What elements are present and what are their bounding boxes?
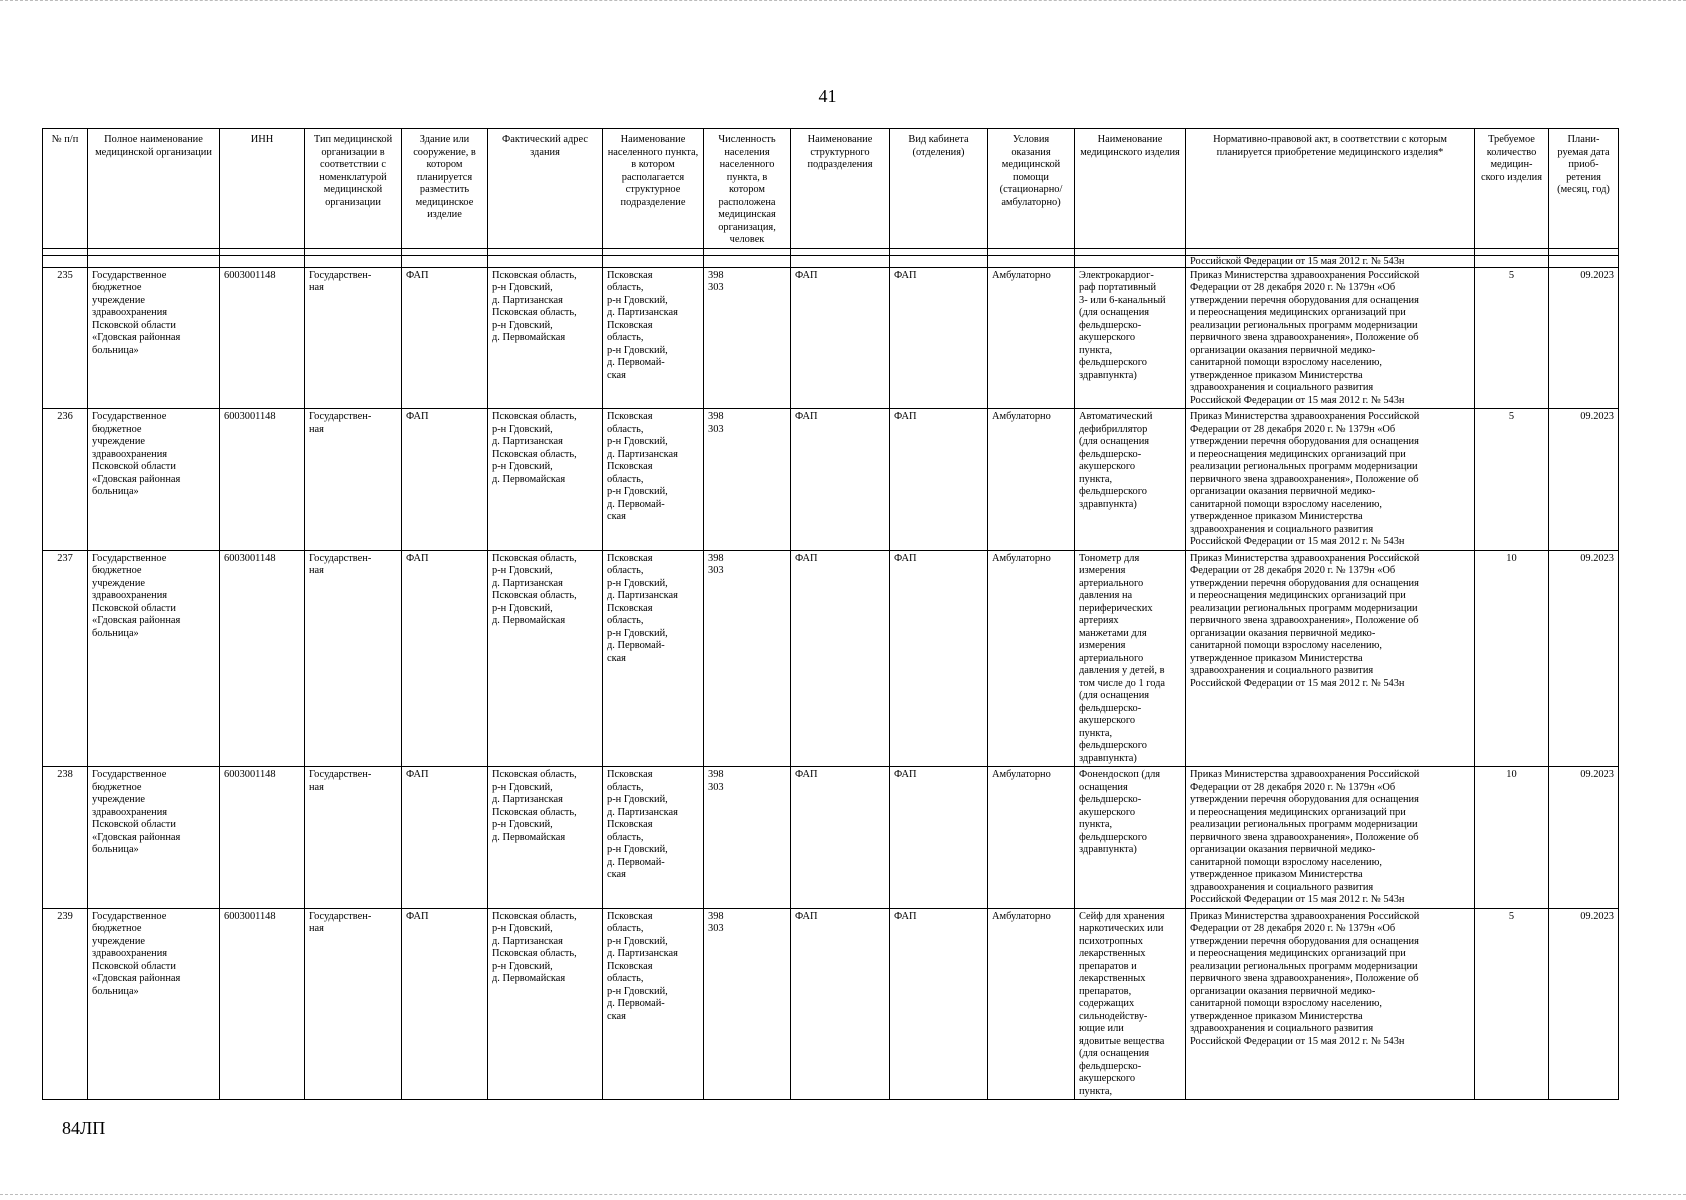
cell-act: Приказ Министерства здравоохранения Российской Федерации от 28 декабря 2020 г. № 1379н «Об утверждении перечня оборудования для оснащения и переоснащения медицинских организаций при реализации региональных программ модернизации первичного звена здравоохранения», Положение об организации оказания первичной медико- санитарной помощи взрослому населению, утвержденное приказом Министерства здравоохранения и социального развития Российской Федерации от 15 мая 2012 г. № 543н	[1186, 908, 1475, 1100]
cell-inn: 6003001148	[220, 908, 305, 1100]
cell-act: Приказ Министерства здравоохранения Российской Федерации от 28 декабря 2020 г. № 1379н «Об утверждении перечня оборудования для оснащения и переоснащения медицинских организаций при реализации региональных программ модернизации первичного звена здравоохранения», Положение об организации оказания первичной медико- санитарной помощи взрослому населению, утвержденное приказом Министерства здравоохранения и социального развития Российской Федерации от 15 мая 2012 г. № 543н	[1186, 767, 1475, 909]
table-spacer-row	[43, 248, 1619, 255]
scan-edge-top	[0, 0, 1686, 5]
table-row	[43, 550, 1619, 767]
cell-qty: 5	[1475, 267, 1549, 409]
cell-date: 09.2023	[1549, 908, 1619, 1100]
cell-settlement: Псковская область, р-н Гдовский, д. Партизанская Псковская область, р-н Гдовский, д. Первомай- ская	[603, 267, 704, 409]
cell-unit: ФАП	[791, 908, 890, 1100]
col-header-conditions: Условия оказания медицинской помощи (стационарно/ амбулаторно)	[988, 129, 1075, 249]
cell-org: Государственное бюджетное учреждение здравоохранения Псковской области «Гдовская районная больница»	[88, 550, 220, 767]
cell-settlement: Псковская область, р-н Гдовский, д. Партизанская Псковская область, р-н Гдовский, д. Первомай- ская	[603, 550, 704, 767]
cell-address: Псковская область, р-н Гдовский, д. Партизанская Псковская область, р-н Гдовский, д. Первомайская	[488, 908, 603, 1100]
cell-conditions: Амбулаторно	[988, 908, 1075, 1100]
col-header-building: Здание или сооружение, в котором планируется разместить медицинское изделие	[402, 129, 488, 249]
col-header-org: Полное наименование медицинской организации	[88, 129, 220, 249]
col-header-address: Фактический адрес здания	[488, 129, 603, 249]
page-number: 41	[818, 86, 837, 106]
col-header-qty: Требуемое количество медицин- ского изделия	[1475, 129, 1549, 249]
cell-population: 398 303	[704, 409, 791, 551]
cell-inn: 6003001148	[220, 550, 305, 767]
cell-act: Приказ Министерства здравоохранения Российской Федерации от 28 декабря 2020 г. № 1379н «Об утверждении перечня оборудования для оснащения и переоснащения медицинских организаций при реализации региональных программ модернизации первичного звена здравоохранения», Положение об организации оказания первичной медико- санитарной помощи взрослому населению, утвержденное приказом Министерства здравоохранения и социального развития Российской Федерации от 15 мая 2012 г. № 543н	[1186, 409, 1475, 551]
cell-type: Государствен- ная	[305, 267, 402, 409]
cell-act: Приказ Министерства здравоохранения Российской Федерации от 28 декабря 2020 г. № 1379н «Об утверждении перечня оборудования для оснащения и переоснащения медицинских организаций при реализации региональных программ модернизации первичного звена здравоохранения», Положение об организации оказания первичной медико- санитарной помощи взрослому населению, утвержденное приказом Министерства здравоохранения и социального развития Российской Федерации от 15 мая 2012 г. № 543н	[1186, 550, 1475, 767]
cell-qty: 10	[1475, 767, 1549, 909]
cell-no: 239	[43, 908, 88, 1100]
table-row	[43, 767, 1619, 909]
cell-no: 237	[43, 550, 88, 767]
cell-address: Псковская область, р-н Гдовский, д. Партизанская Псковская область, р-н Гдовский, д. Первомайская	[488, 409, 603, 551]
col-header-population: Численность населения населенного пункта, в котором расположена медицинская организация, человек	[704, 129, 791, 249]
cell-date: 09.2023	[1549, 550, 1619, 767]
scan-edge-bottom	[0, 1194, 1686, 1198]
cell-building: ФАП	[402, 908, 488, 1100]
table-row	[43, 267, 1619, 409]
cell-building: ФАП	[402, 550, 488, 767]
cell-inn: 6003001148	[220, 409, 305, 551]
cell-type: Государствен- ная	[305, 908, 402, 1100]
cell-address: Псковская область, р-н Гдовский, д. Партизанская Псковская область, р-н Гдовский, д. Первомайская	[488, 767, 603, 909]
cell-cabinet: ФАП	[890, 550, 988, 767]
cell-date: 09.2023	[1549, 267, 1619, 409]
col-header-unit: Наименование структурного подразделения	[791, 129, 890, 249]
cell-settlement: Псковская область, р-н Гдовский, д. Партизанская Псковская область, р-н Гдовский, д. Первомай- ская	[603, 908, 704, 1100]
table-continuation-row	[43, 255, 1619, 267]
col-header-cabinet: Вид кабинета (отделения)	[890, 129, 988, 249]
col-header-settlement: Наименование населенного пункта, в котором располагается структурное подразделение	[603, 129, 704, 249]
cell-unit: ФАП	[791, 409, 890, 551]
cell-type: Государствен- ная	[305, 767, 402, 909]
cell-unit: ФАП	[791, 267, 890, 409]
footer-code: 84ЛП	[62, 1118, 106, 1138]
col-header-date: Плани- руемая дата приоб- ретения (месяц, год)	[1549, 129, 1619, 249]
cell-device: Фонендоскоп (для оснащения фельдшерско- акушерского пункта, фельдшерского здравпункта)	[1075, 767, 1186, 909]
cell-device: Тонометр для измерения артериального давления на периферических артериях манжетами для измерения артериального давления у детей, в том числе до 1 года (для оснащения фельдшерско- акушерского пункта, фельдшерского здравпункта)	[1075, 550, 1186, 767]
cell-population: 398 303	[704, 908, 791, 1100]
table-row	[43, 908, 1619, 1100]
col-header-no: № п/п	[43, 129, 88, 249]
cell-building: ФАП	[402, 409, 488, 551]
col-header-type: Тип медицинской организации в соответствии с номенклатурой медицинской организации	[305, 129, 402, 249]
cell-qty: 10	[1475, 550, 1549, 767]
cell-cabinet: ФАП	[890, 267, 988, 409]
cell-address: Псковская область, р-н Гдовский, д. Партизанская Псковская область, р-н Гдовский, д. Первомайская	[488, 267, 603, 409]
cell-address: Псковская область, р-н Гдовский, д. Партизанская Псковская область, р-н Гдовский, д. Первомайская	[488, 550, 603, 767]
cell-no: 235	[43, 267, 88, 409]
cell-type: Государствен- ная	[305, 550, 402, 767]
cell-org: Государственное бюджетное учреждение здравоохранения Псковской области «Гдовская районная больница»	[88, 267, 220, 409]
cell-inn: 6003001148	[220, 767, 305, 909]
col-header-device: Наименование медицинского изделия	[1075, 129, 1186, 249]
cell-inn: 6003001148	[220, 267, 305, 409]
cell-no: 238	[43, 767, 88, 909]
table-row	[43, 409, 1619, 551]
cell-device: Электрокардиог- раф портативный 3- или 6-канальный (для оснащения фельдшерско- акушерского пункта, фельдшерского здравпункта)	[1075, 267, 1186, 409]
equipment-table	[42, 128, 1619, 1100]
cell-population: 398 303	[704, 550, 791, 767]
cell-act: Приказ Министерства здравоохранения Российской Федерации от 28 декабря 2020 г. № 1379н «Об утверждении перечня оборудования для оснащения и переоснащения медицинских организаций при реализации региональных программ модернизации первичного звена здравоохранения», Положение об организации оказания первичной медико- санитарной помощи взрослому населению, утвержденное приказом Министерства здравоохранения и социального развития Российской Федерации от 15 мая 2012 г. № 543н	[1186, 267, 1475, 409]
cell-conditions: Амбулаторно	[988, 409, 1075, 551]
continuation-text: Российской Федерации от 15 мая 2012 г. № 543н	[1186, 255, 1475, 267]
cell-cabinet: ФАП	[890, 908, 988, 1100]
cell-no: 236	[43, 409, 88, 551]
cell-org: Государственное бюджетное учреждение здравоохранения Псковской области «Гдовская районная больница»	[88, 409, 220, 551]
cell-cabinet: ФАП	[890, 767, 988, 909]
col-header-inn: ИНН	[220, 129, 305, 249]
cell-cabinet: ФАП	[890, 409, 988, 551]
cell-unit: ФАП	[791, 767, 890, 909]
cell-conditions: Амбулаторно	[988, 550, 1075, 767]
cell-qty: 5	[1475, 409, 1549, 551]
cell-building: ФАП	[402, 267, 488, 409]
cell-unit: ФАП	[791, 550, 890, 767]
cell-type: Государствен- ная	[305, 409, 402, 551]
cell-settlement: Псковская область, р-н Гдовский, д. Партизанская Псковская область, р-н Гдовский, д. Первомай- ская	[603, 409, 704, 551]
cell-population: 398 303	[704, 267, 791, 409]
cell-org: Государственное бюджетное учреждение здравоохранения Псковской области «Гдовская районная больница»	[88, 908, 220, 1100]
table-header-row	[43, 129, 1619, 249]
col-header-act: Нормативно-правовой акт, в соответствии с которым планируется приобретение медицинского изделия*	[1186, 129, 1475, 249]
cell-device: Автоматический дефибриллятор (для оснащения фельдшерско- акушерского пункта, фельдшерского здравпункта)	[1075, 409, 1186, 551]
cell-org: Государственное бюджетное учреждение здравоохранения Псковской области «Гдовская районная больница»	[88, 767, 220, 909]
cell-date: 09.2023	[1549, 767, 1619, 909]
cell-settlement: Псковская область, р-н Гдовский, д. Партизанская Псковская область, р-н Гдовский, д. Первомай- ская	[603, 767, 704, 909]
cell-population: 398 303	[704, 767, 791, 909]
cell-qty: 5	[1475, 908, 1549, 1100]
cell-device: Сейф для хранения наркотических или психотропных лекарственных препаратов и лекарственных препаратов, содержащих сильнодейству- ющие или ядовитые вещества (для оснащения фельдшерско- акушерского пункта,	[1075, 908, 1186, 1100]
cell-conditions: Амбулаторно	[988, 267, 1075, 409]
cell-building: ФАП	[402, 767, 488, 909]
cell-date: 09.2023	[1549, 409, 1619, 551]
cell-conditions: Амбулаторно	[988, 767, 1075, 909]
